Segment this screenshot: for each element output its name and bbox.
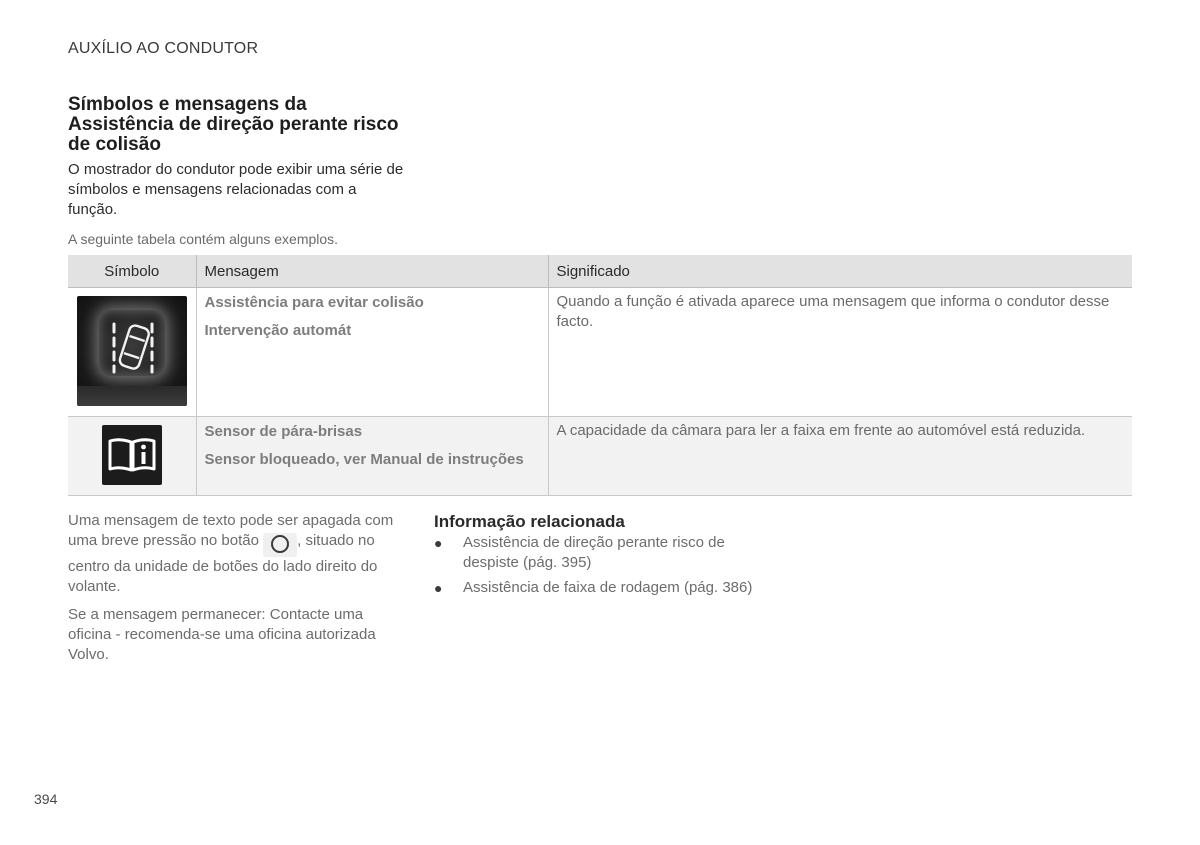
page-number: 394 xyxy=(34,791,58,807)
related-info-title: Informação relacionada xyxy=(434,512,625,531)
table-row xyxy=(68,288,1132,417)
symbol-cell xyxy=(68,417,196,496)
paragraph: Se a mensagem permanecer: Contacte uma oficina - recomenda-se uma oficina autorizada Volvo. xyxy=(68,606,376,663)
related-link-text[interactable]: Assistência de direção perante risco de despiste (pág. 395) xyxy=(463,534,725,571)
column-header-symbol: Símbolo xyxy=(68,255,196,288)
related-link[interactable] xyxy=(434,533,774,573)
message-text: Sensor de pára-brisas xyxy=(204,423,363,440)
meaning-cell xyxy=(548,288,1132,417)
section-intro: O mostrador do condutor pode exibir uma série de símbolos e mensagens relacionadas com a função. xyxy=(68,161,404,218)
body-text xyxy=(68,511,398,673)
message-text: Assistência para evitar colisão xyxy=(204,294,424,311)
column-header-meaning: Significado xyxy=(548,255,1132,288)
message-text: Intervenção automát xyxy=(204,322,352,339)
table-row xyxy=(68,417,1132,496)
manual-info-book-icon xyxy=(102,425,162,485)
meaning-cell xyxy=(548,417,1132,496)
paragraph xyxy=(68,511,398,597)
bullet-icon: ● xyxy=(434,580,443,596)
circle-button-icon xyxy=(263,533,297,557)
related-link-text[interactable]: Assistência de faixa de rodagem (pág. 386) xyxy=(463,579,753,596)
page-header: AUXÍLIO AO CONDUTOR xyxy=(68,40,259,57)
meaning-text: Quando a função é ativada aparece uma mensagem que informa o condutor desse facto. xyxy=(556,293,1110,330)
lane-departure-car-icon xyxy=(77,296,187,406)
symbols-table xyxy=(68,255,1132,496)
column-header-message: Mensagem xyxy=(196,255,548,288)
bullet-icon: ● xyxy=(434,535,443,551)
related-link[interactable] xyxy=(434,578,774,598)
message-cell xyxy=(196,288,548,417)
symbol-cell xyxy=(68,288,196,417)
table-note: A seguinte tabela contém alguns exemplos. xyxy=(68,231,339,247)
table-header-row xyxy=(68,255,1132,288)
related-info-list xyxy=(434,533,774,603)
paragraph-text: , situado no centro da unidade de botões do lado direito do volante. xyxy=(68,532,378,595)
paragraph-text: Uma mensagem de texto pode ser apagada com uma breve pressão no botão xyxy=(68,512,394,549)
meaning-text: A capacidade da câmara para ler a faixa em frente ao automóvel está reduzida. xyxy=(556,422,1086,439)
message-cell xyxy=(196,417,548,496)
section-title: Símbolos e mensagens da Assistência de direção perante risco de colisão xyxy=(68,94,399,155)
message-text: Sensor bloqueado, ver Manual de instruções xyxy=(204,451,524,468)
